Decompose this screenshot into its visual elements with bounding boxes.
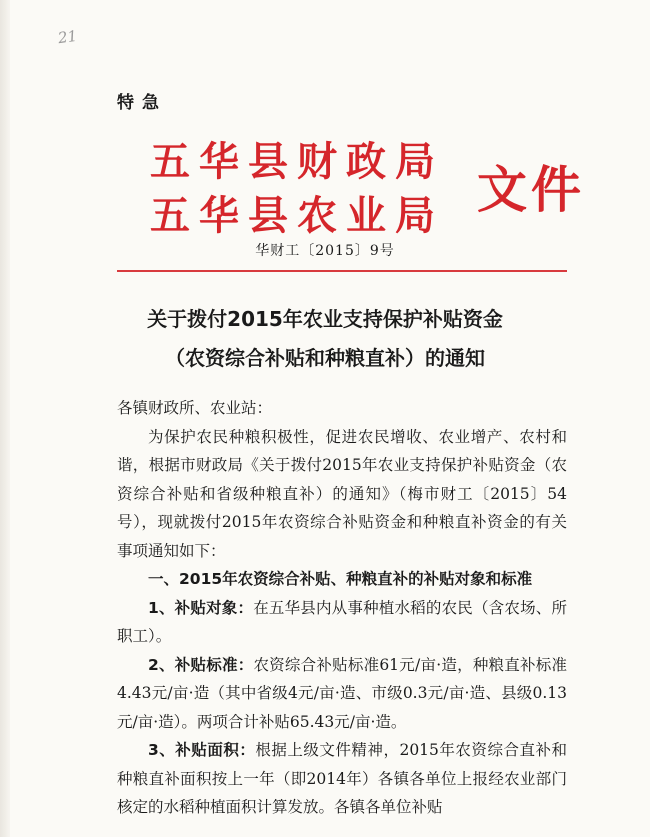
item-3-paragraph	[117, 736, 567, 822]
item-1-label: 1、补贴对象：	[148, 598, 254, 617]
urgency-label: 特急	[117, 93, 167, 113]
item-1-text: 在五华县内从事种植水稻的农民（含农场、所职工）。	[117, 598, 567, 645]
item-2-paragraph	[117, 651, 567, 737]
item-3-label: 3、补贴面积：	[148, 741, 256, 759]
salutation: 各镇财政所、农业站：	[117, 399, 273, 417]
section-1-heading-text: 一、2015年农资综合补贴、种粮直补的补贴对象和标准	[148, 570, 533, 588]
red-divider-line	[117, 270, 567, 272]
intro-paragraph: 为保护农民种粮积极性，促进农民增收、农业增产、农村和谐，根据市财政局《关于拨付2015年农业支持保护补贴资金（农资综合补贴和省级种粮直补）的通知》（梅市财工〔2015〕54号），现就拨付2015年农资综合补贴资金和种粮直补资金的有关事项通知如下：	[117, 427, 567, 560]
handwritten-mark: 21	[56, 26, 79, 48]
item-2-text: 农资综合补贴标准61元/亩·造，种粮直补标准4.43元/亩·造（其中省级4元/亩·造、市级0.3元/亩·造、县级0.13元/亩·造）。两项合计补贴65.43元/亩·造。	[117, 655, 567, 731]
issuer-finance-bureau: 五华县财政局	[150, 139, 444, 185]
notice-title-line1: 关于拨付2015年农业支持保护补贴资金	[147, 307, 503, 331]
item-2-label: 2、补贴标准：	[148, 655, 254, 674]
item-1-paragraph	[117, 594, 567, 651]
issuer-agriculture-bureau: 五华县农业局	[150, 193, 444, 239]
section-1-heading	[117, 565, 567, 594]
item-3-text: 根据上级文件精神，2015年农资综合直补和种粮直补面积按上一年（即2014年）各镇各单位上报经农业部门核定的水稻种植面积计算发放。各镇各单位补贴	[117, 741, 567, 816]
notice-body	[117, 394, 567, 822]
document-word: 文件	[477, 161, 585, 219]
notice-title-line2: （农资综合补贴和种粮直补）的通知	[165, 346, 485, 370]
scan-edge	[0, 0, 10, 837]
document-number: 华财工〔2015〕9号	[255, 243, 395, 259]
